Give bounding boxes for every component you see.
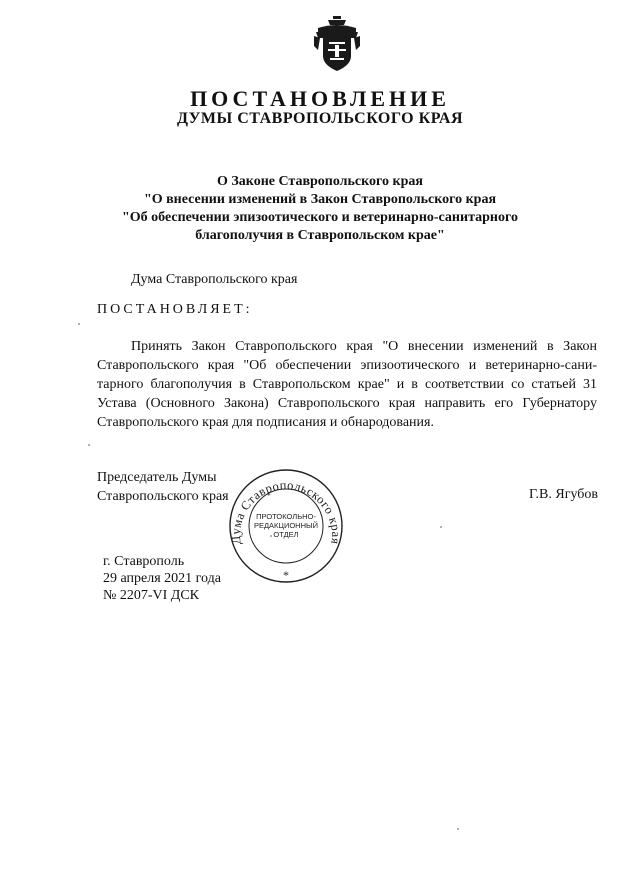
stamp-center-line: ОТДЕЛ bbox=[273, 530, 299, 539]
scan-speck bbox=[270, 535, 272, 537]
date: 29 апреля 2021 года bbox=[103, 571, 221, 586]
city: г. Ставрополь bbox=[103, 554, 185, 569]
issuing-body: ДУМЫ СТАВРОПОЛЬСКОГО КРАЯ bbox=[176, 110, 464, 127]
stavropol-coat-of-arms-icon bbox=[314, 16, 360, 72]
subject-line: О Законе Ставропольского края bbox=[217, 174, 423, 189]
signatory-position bbox=[97, 468, 229, 506]
body-line: Ставропольского края для подписания и обнародования. bbox=[97, 415, 434, 430]
official-stamp bbox=[228, 468, 344, 584]
body-line: Ставропольского края "Об обеспечении эпизоотического и ветеринарно-сани- bbox=[97, 358, 597, 373]
resolution-body bbox=[97, 337, 597, 432]
scan-speck bbox=[440, 526, 442, 528]
body-line: Устава (Основного Закона) Ставропольского края направить его Губернатору bbox=[97, 396, 597, 411]
body-line: Принять Закон Ставропольского края "О внесении изменений в Закон bbox=[131, 339, 597, 354]
scan-speck bbox=[88, 444, 90, 446]
stamp-ring-text: Дума Ставропольского края bbox=[228, 478, 344, 546]
signatory-position-line: Ставропольского края bbox=[97, 489, 229, 504]
stamp-star: * bbox=[283, 568, 289, 582]
subject-line: "О внесении изменений в Закон Ставропольского края bbox=[143, 192, 497, 207]
scan-speck bbox=[78, 323, 80, 325]
subject-line: благополучия в Ставропольском крае" bbox=[195, 228, 445, 243]
scan-speck bbox=[457, 828, 459, 830]
stamp-center-line: ПРОТОКОЛЬНО- bbox=[256, 512, 316, 521]
body-line: тарного благополучия в Ставропольском крае" и в соответствии со статьей 31 bbox=[97, 377, 597, 392]
signatory-position-line: Председатель Думы bbox=[97, 470, 217, 485]
signatory-name: Г.В. Ягубов bbox=[529, 487, 598, 502]
resolves-heading: ПОСТАНОВЛЯЕТ: bbox=[97, 302, 253, 317]
preamble: Дума Ставропольского края bbox=[131, 272, 298, 287]
subject-line: "Об обеспечении эпизоотического и ветеринарно-санитарного bbox=[122, 210, 518, 225]
document-subject bbox=[120, 173, 520, 245]
document-type-title: ПОСТАНОВЛЕНИЕ bbox=[190, 86, 450, 111]
document-number: № 2207-VI ДСК bbox=[103, 588, 200, 603]
stamp-center-line: РЕДАКЦИОННЫЙ bbox=[253, 521, 319, 530]
place-date-number bbox=[103, 553, 221, 604]
